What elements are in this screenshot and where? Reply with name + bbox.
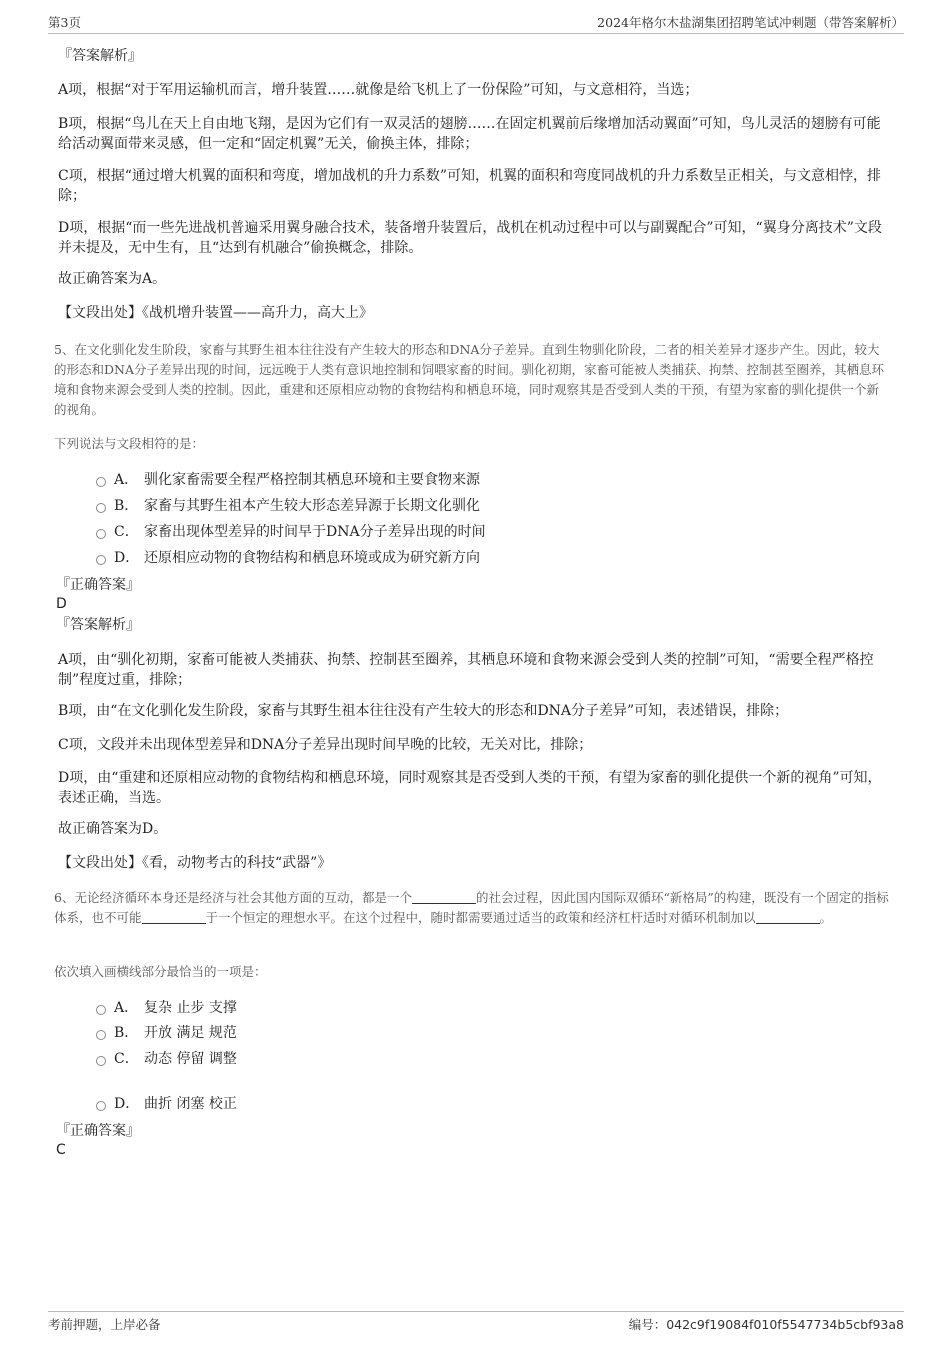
q5-source: 【文段出处】《看，动物考古的科技“武器”》: [58, 855, 332, 871]
option-letter: B．: [114, 1025, 139, 1041]
radio-icon[interactable]: [96, 529, 106, 539]
page-number: 第3页: [48, 15, 81, 30]
option-text: 复杂 止步 支撑: [144, 1000, 237, 1016]
document-title: 2024年格尔木盐湖集团招聘笔试冲刺题（带答案解析）: [597, 15, 904, 30]
q4-analysis-b: B项，根据“鸟儿在天上自由地飞翔，是因为它们有一双灵活的翅膀……在固定机翼前后缘增加活动翼面”可知，鸟儿灵活的翅膀有可能给活动翼面带来灵感，但一定和“固定机翼”无关，偷换主体，排除；: [58, 116, 881, 152]
radio-icon[interactable]: [96, 503, 106, 513]
option-letter: D．: [114, 1096, 140, 1112]
q5-option-b[interactable]: [96, 494, 480, 516]
q4-analysis-c: C项，根据“通过增大机翼的面积和弯度，增加战机的升力系数”可知，机翼的面积和弯度同战机的升力系数呈正相关，与文意相悖，排除；: [58, 168, 882, 204]
radio-icon[interactable]: [96, 1030, 106, 1040]
option-text: 开放 满足 规范: [144, 1025, 237, 1041]
q4-analysis-label: 『答案解析』: [58, 48, 142, 64]
q4-analysis-d: D项，根据“而一些先进战机普遍采用翼身融合技术，装备增升装置后，战机在机动过程中可以与副翼配合”可知，“翼身分离技术”文段并未提及，无中生有，且“达到有机融合”偷换概念，排除。: [58, 220, 882, 256]
option-text: 曲折 闭塞 校正: [144, 1096, 237, 1112]
radio-icon[interactable]: [96, 1101, 106, 1111]
radio-icon[interactable]: [96, 555, 106, 565]
radio-icon[interactable]: [96, 1056, 106, 1066]
q6-option-a[interactable]: [96, 996, 237, 1018]
option-letter: A．: [114, 472, 139, 488]
q6-answer-label: 『正确答案』: [56, 1123, 140, 1139]
q6-text-part: 于一个恒定的理想水平。在这个过程中，随时都需要通过适当的政策和经济杠杆适时对循环机制加以: [205, 910, 756, 925]
option-letter: D．: [114, 550, 140, 566]
option-letter: C．: [114, 524, 139, 540]
option-text: 驯化家畜需要全程严格控制其栖息环境和主要食物来源: [144, 472, 480, 488]
radio-icon[interactable]: [96, 1005, 106, 1015]
option-text: 家畜与其野生祖本产生较大形态差异源于长期文化驯化: [144, 498, 480, 514]
q6-prompt: 依次填入画横线部分最恰当的一项是：: [54, 964, 267, 979]
option-letter: C．: [114, 1051, 139, 1067]
option-text: 动态 停留 调整: [144, 1051, 237, 1067]
q4-source: 【文段出处】《战机增升装置——高升力，高大上》: [58, 305, 373, 321]
q5-prompt: 下列说法与文段相符的是：: [54, 436, 205, 451]
q5-option-a[interactable]: [96, 468, 480, 490]
fill-blank: [412, 890, 476, 904]
q6-question-text: [54, 888, 890, 928]
q5-analysis-a: A项，由“驯化初期，家畜可能被人类捕获、拘禁、控制甚至圈养，其栖息环境和食物来源会受到人类的控制”可知，“需要全程严格控制”程度过重，排除；: [58, 652, 874, 688]
q5-analysis-b: B项，由“在文化驯化发生阶段，家畜与其野生祖本往往没有产生较大的形态和DNA分子差异”可知，表述错误，排除；: [58, 703, 789, 719]
q5-answer: D: [56, 596, 67, 612]
q5-analysis-label: 『答案解析』: [56, 617, 140, 633]
q5-question-text: 5、在文化驯化发生阶段，家畜与其野生祖本往往没有产生较大的形态和DNA分子差异。直到生物驯化阶段，二者的相关差异才逐步产生。因此，较大的形态和DNA分子差异出现的时间，远远晚于人类有意识地控制和饲喂家畜的时间。驯化初期，家畜可能被人类捕获、拘禁、控制甚至圈养，其栖息环境和食物来源会受到人类的控制。因此，重建和还原相应动物的食物结构和栖息环境，同时观察其是否受到人类的干预，有望为家畜的驯化提供一个新的视角。: [54, 342, 884, 417]
q6-text-part: 的社会过程，因此国内国际双循环“新格局”的构建，既没有一个固定的指标体系，也不可能: [54, 890, 889, 925]
fill-blank: [142, 910, 206, 924]
q5-answer-label: 『正确答案』: [56, 577, 140, 593]
q6-answer: C: [56, 1142, 66, 1158]
option-letter: B．: [114, 498, 139, 514]
q4-analysis-a: A项，根据“对于军用运输机而言，增升装置……就像是给飞机上了一份保险”可知，与文意相符，当选；: [58, 82, 699, 98]
fill-blank: [756, 910, 820, 924]
option-letter: A．: [114, 1000, 139, 1016]
option-text: 家畜出现体型差异的时间早于DNA分子差异出现的时间: [144, 524, 486, 540]
q6-option-c[interactable]: [96, 1047, 237, 1069]
q5-analysis-d: D项，由“重建和还原相应动物的食物结构和栖息环境，同时观察其是否受到人类的干预，有望为家畜的驯化提供一个新的视角”可知，表述正确，当选。: [58, 770, 882, 806]
q4-conclusion: 故正确答案为A。: [58, 271, 167, 287]
document-serial: 编号：042c9f19084f010f5547734b5cbf93a8: [628, 1317, 904, 1332]
q6-option-d[interactable]: [96, 1092, 237, 1114]
q6-text-part: 。: [819, 910, 833, 925]
option-text: 还原相应动物的食物结构和栖息环境或成为研究新方向: [144, 550, 480, 566]
radio-icon[interactable]: [96, 477, 106, 487]
page-footer: [48, 1311, 904, 1333]
q5-option-d[interactable]: [96, 546, 480, 568]
footer-slogan: 考前押题，上岸必备: [48, 1317, 161, 1332]
q5-analysis-c: C项，文段并未出现体型差异和DNA分子差异出现时间早晚的比较，无关对比，排除；: [58, 737, 593, 753]
q6-text-part: 6、无论经济循环本身还是经济与社会其他方面的互动，都是一个: [54, 890, 412, 905]
q5-conclusion: 故正确答案为D。: [58, 821, 168, 837]
q6-option-b[interactable]: [96, 1021, 237, 1043]
q5-option-c[interactable]: [96, 520, 486, 542]
